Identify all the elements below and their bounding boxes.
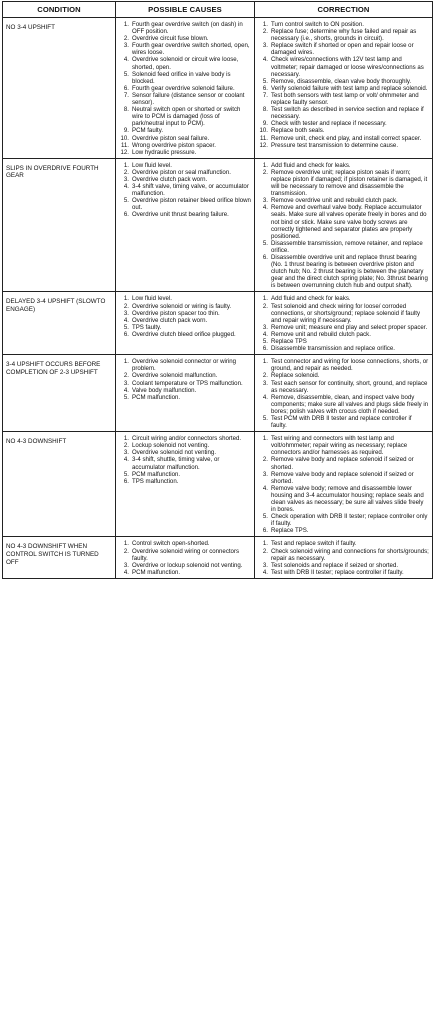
correction-item-text: Test and replace switch if faulty. xyxy=(271,540,357,548)
header-row xyxy=(3,2,433,18)
condition-row xyxy=(3,432,433,537)
cause-item xyxy=(119,540,251,547)
condition-row xyxy=(3,355,433,432)
cause-item-number: 5. xyxy=(123,197,129,205)
correction-item xyxy=(258,513,429,527)
condition-row xyxy=(3,292,433,355)
cause-item-number: 2. xyxy=(123,168,129,176)
cause-item-number: 4. xyxy=(123,56,129,64)
cause-item xyxy=(119,149,251,156)
correction-item-text: Remove valve body and replace solenoid if seized or shorted. xyxy=(271,470,414,485)
cause-item-number: 4. xyxy=(123,568,129,576)
correction-item-text: Replace TPS. xyxy=(271,527,309,535)
cause-item-text: Control switch open-shorted. xyxy=(132,540,210,548)
cause-item xyxy=(119,303,251,310)
causes-cell xyxy=(116,537,255,578)
cause-item xyxy=(119,162,251,169)
condition-row xyxy=(3,18,433,159)
cause-item-text: Solenoid feed orifice in valve body is blocked. xyxy=(132,70,231,85)
cause-item-text: Overdrive piston seal failure. xyxy=(132,134,210,142)
cause-item-text: Fourth gear overdrive switch shorted, open, wires loose. xyxy=(132,42,250,57)
correction-item-number: 12. xyxy=(259,141,268,149)
correction-item-number: 1. xyxy=(262,21,268,28)
cause-item xyxy=(119,324,251,331)
correction-item-number: 4. xyxy=(262,330,268,338)
correction-item-text: Add fluid and check for leaks. xyxy=(271,161,351,169)
correction-item xyxy=(258,372,429,379)
correction-item-number: 2. xyxy=(262,302,268,310)
correction-item-text: Test each sensor for continuity, short, ground, and replace as necessary. xyxy=(271,379,428,394)
cause-item xyxy=(119,85,251,92)
correction-item-text: Add fluid and check for leaks. xyxy=(271,295,351,303)
cause-item-text: PCM malfunction. xyxy=(132,393,181,401)
cause-item-number: 3. xyxy=(123,379,129,387)
correction-item-text: Test switch as described in service section and replace if necessary. xyxy=(271,106,424,121)
correction-item xyxy=(258,435,429,456)
correction-item-text: Test wiring and connectors with test lamp and volt/ohmmeter; repair wiring as necessary; replace connectors and/or harnesses as required. xyxy=(271,435,408,457)
correction-item xyxy=(258,85,429,92)
correction-item-text: Disassemble transmission, remove retainer, and replace orifice. xyxy=(271,239,423,254)
cause-list xyxy=(119,540,251,575)
condition-cell: SLIPS IN OVERDRIVE FOURTH GEAR xyxy=(3,158,116,292)
causes-cell xyxy=(116,355,255,432)
correction-item xyxy=(258,135,429,142)
condition-cell: NO 4-3 DOWNSHIFT WHEN CONTROL SWITCH IS TURNED OFF xyxy=(3,537,116,578)
cause-item-text: 3-4 shift, shuttle, timing valve, or accumulator malfunction. xyxy=(132,456,220,471)
correction-item xyxy=(258,338,429,345)
cause-item-number: 1. xyxy=(123,540,129,548)
cause-item xyxy=(119,135,251,142)
cause-item xyxy=(119,310,251,317)
cause-item xyxy=(119,92,251,106)
correction-item xyxy=(258,358,429,372)
cause-item-number: 3. xyxy=(123,42,129,50)
cause-list xyxy=(119,435,251,485)
cause-item-number: 8. xyxy=(123,106,129,114)
causes-header: POSSIBLE CAUSES xyxy=(116,2,255,18)
correction-item-number: 4. xyxy=(262,484,268,492)
cause-item-text: Circuit wiring and/or connectors shorted. xyxy=(132,435,242,443)
correction-item xyxy=(258,254,429,289)
cause-item-text: Overdrive clutch pack worn. xyxy=(132,175,208,183)
correction-item-text: Replace TPS xyxy=(271,338,307,346)
condition-header: CONDITION xyxy=(3,2,116,18)
causes-cell xyxy=(116,432,255,537)
cause-item-text: Valve body malfunction. xyxy=(132,386,197,394)
cause-item-number: 11. xyxy=(120,141,129,149)
correction-item-number: 4. xyxy=(262,568,268,576)
cause-item-number: 3. xyxy=(123,449,129,457)
cause-item xyxy=(119,21,251,35)
correction-item-number: 6. xyxy=(262,527,268,535)
cause-item-number: 1. xyxy=(123,358,129,366)
cause-item xyxy=(119,449,251,456)
cause-item-number: 12. xyxy=(120,148,129,156)
cause-item-number: 2. xyxy=(123,372,129,380)
cause-item-number: 4. xyxy=(123,456,129,464)
correction-item xyxy=(258,456,429,470)
condition-row xyxy=(3,158,433,292)
cause-item-number: 1. xyxy=(123,435,129,443)
correction-item-text: Pressure test transmission to determine cause. xyxy=(271,141,399,149)
cause-item-text: Overdrive piston retainer bleed orifice blown out. xyxy=(132,197,251,212)
cause-item-text: Overdrive unit thrust bearing failure. xyxy=(132,211,229,219)
correction-item xyxy=(258,295,429,302)
correction-item-text: Test with DRB II tester; replace controller if faulty. xyxy=(271,568,404,576)
correction-item-text: Remove and overhaul valve body. Replace accumulator seals. Make sure all valves operate freely in bores and do not bind or stick. Make sure valve body screws are correctly tightened and separator plates are properly positioned. xyxy=(271,204,427,240)
correction-item xyxy=(258,28,429,42)
cause-item xyxy=(119,442,251,449)
correction-item xyxy=(258,204,429,239)
cause-item xyxy=(119,127,251,134)
correction-item xyxy=(258,162,429,169)
cause-item xyxy=(119,42,251,56)
cause-item xyxy=(119,548,251,562)
cause-item-number: 1. xyxy=(123,161,129,169)
correction-item-number: 4. xyxy=(262,393,268,401)
correction-item-number: 1. xyxy=(262,540,268,548)
cause-list xyxy=(119,358,251,401)
correction-item-text: Replace fuse; determine why fuse failed and repair as necessary (i.e., shorts, grounds in circuit). xyxy=(271,28,417,43)
correction-item-text: Test PCM with DRB II tester and replace controller if faulty. xyxy=(271,414,412,430)
cause-item-text: Overdrive piston spacer too thin. xyxy=(132,309,220,317)
cause-item-number: 6. xyxy=(123,477,129,485)
cause-item-number: 3. xyxy=(123,561,129,569)
correction-item-number: 2. xyxy=(262,168,268,176)
cause-item-number: 4. xyxy=(123,183,129,191)
cause-item-number: 4. xyxy=(123,386,129,394)
cause-item xyxy=(119,211,251,218)
cause-item-number: 5. xyxy=(123,323,129,331)
correction-item-text: Replace switch if shorted or open and repair loose or damaged wires. xyxy=(271,42,414,57)
correction-list xyxy=(258,162,429,290)
cause-item xyxy=(119,435,251,442)
correction-item-number: 2. xyxy=(262,547,268,555)
cause-item-number: 3. xyxy=(123,175,129,183)
cause-item-text: Overdrive clutch bleed orifice plugged. xyxy=(132,330,236,338)
correction-list xyxy=(258,21,429,149)
cause-list xyxy=(119,21,251,156)
correction-item-number: 8. xyxy=(262,106,268,114)
cause-item-number: 2. xyxy=(123,35,129,43)
cause-item xyxy=(119,456,251,470)
correction-item-text: Turn control switch to ON position. xyxy=(271,21,364,28)
correction-item-number: 4. xyxy=(262,204,268,212)
cause-item-number: 6. xyxy=(123,330,129,338)
correction-item-number: 6. xyxy=(262,84,268,92)
cause-item-text: Wrong overdrive piston spacer. xyxy=(132,141,216,149)
cause-item xyxy=(119,562,251,569)
correction-cell xyxy=(255,355,433,432)
correction-item-number: 3. xyxy=(262,561,268,569)
cause-item-number: 6. xyxy=(123,211,129,219)
correction-item xyxy=(258,394,429,415)
correction-item-text: Remove unit; measure end play and select proper spacer. xyxy=(271,323,428,331)
causes-cell xyxy=(116,158,255,292)
cause-item xyxy=(119,372,251,379)
correction-item-text: Replace both seals. xyxy=(271,127,325,135)
cause-item xyxy=(119,106,251,127)
cause-item xyxy=(119,142,251,149)
cause-item-text: Overdrive solenoid malfunction. xyxy=(132,372,218,380)
correction-item xyxy=(258,127,429,134)
correction-item-number: 3. xyxy=(262,42,268,50)
correction-item-number: 1. xyxy=(262,295,268,303)
correction-item-number: 3. xyxy=(262,470,268,478)
correction-item-text: Test connector and wiring for loose connections, shorts, or ground, and repair as needed. xyxy=(271,358,429,373)
cause-item xyxy=(119,471,251,478)
correction-item-text: Remove, disassemble, clean, and inspect valve body components; make sure all valves and plugs slide freely in bores; polish valves with crocus cloth if needed. xyxy=(271,393,429,415)
cause-item-text: Overdrive clutch pack worn. xyxy=(132,316,208,324)
causes-cell xyxy=(116,18,255,159)
cause-item-text: Low hydraulic pressure. xyxy=(132,148,197,156)
correction-list xyxy=(258,358,429,429)
cause-item-number: 2. xyxy=(123,302,129,310)
correction-item-text: Remove overdrive unit and rebuild clutch pack. xyxy=(271,197,398,205)
cause-item-number: 5. xyxy=(123,70,129,78)
cause-item-number: 2. xyxy=(123,442,129,450)
cause-item-number: 5. xyxy=(123,470,129,478)
cause-item-text: Low fluid level. xyxy=(132,295,172,303)
cause-item-text: Overdrive solenoid not venting. xyxy=(132,449,217,457)
cause-item-text: Overdrive piston or seal malfunction. xyxy=(132,168,231,176)
cause-item-text: Overdrive solenoid connector or wiring problem. xyxy=(132,358,236,373)
correction-item xyxy=(258,562,429,569)
correction-item xyxy=(258,92,429,106)
correction-item-text: Check operation with DRB II tester; replace controller only if faulty. xyxy=(271,513,428,528)
cause-item-text: Coolant temperature or TPS malfunction. xyxy=(132,379,243,387)
correction-item-text: Check wires/connections with 12V test lamp and voltmeter; repair damaged or loose wires/connections as necessary. xyxy=(271,56,424,78)
cause-item-text: PCM malfunction. xyxy=(132,568,181,576)
cause-item-number: 3. xyxy=(123,309,129,317)
correction-item xyxy=(258,21,429,28)
correction-item xyxy=(258,78,429,85)
cause-item-text: Low fluid level. xyxy=(132,161,172,169)
cause-item-text: Neutral switch open or shorted or switch wire to PCM is damaged (loss of park/neutral input to PCM). xyxy=(132,106,241,128)
correction-item xyxy=(258,380,429,394)
correction-item-text: Disassemble transmission and replace orifice. xyxy=(271,345,395,353)
correction-item xyxy=(258,527,429,534)
correction-item-number: 7. xyxy=(262,91,268,99)
correction-item-number: 1. xyxy=(262,435,268,443)
troubleshooting-page xyxy=(2,1,432,579)
cause-item-text: Sensor failure (distance sensor or coolant sensor). xyxy=(132,91,245,107)
condition-cell: NO 3-4 UPSHIFT xyxy=(3,18,116,159)
correction-item-number: 2. xyxy=(262,456,268,464)
condition-row xyxy=(3,537,433,578)
correction-cell xyxy=(255,432,433,537)
correction-item-number: 3. xyxy=(262,379,268,387)
cause-item xyxy=(119,387,251,394)
correction-item-number: 3. xyxy=(262,197,268,205)
correction-item xyxy=(258,345,429,352)
cause-item xyxy=(119,331,251,338)
cause-item-text: PCM malfunction. xyxy=(132,470,181,478)
correction-item-number: 5. xyxy=(262,77,268,85)
correction-item xyxy=(258,540,429,547)
cause-item-text: TPS malfunction. xyxy=(132,477,179,485)
cause-item-number: 5. xyxy=(123,393,129,401)
cause-item-text: Fourth gear overdrive solenoid failure. xyxy=(132,84,235,92)
correction-cell xyxy=(255,158,433,292)
cause-item-number: 2. xyxy=(123,547,129,555)
correction-item-number: 5. xyxy=(262,414,268,422)
correction-item-number: 10. xyxy=(259,127,268,135)
cause-item-text: Overdrive or lockup solenoid not venting. xyxy=(132,561,243,569)
cause-item xyxy=(119,394,251,401)
correction-item xyxy=(258,240,429,254)
correction-item-number: 5. xyxy=(262,338,268,346)
cause-item xyxy=(119,317,251,324)
correction-item xyxy=(258,303,429,324)
correction-item xyxy=(258,169,429,197)
cause-item-number: 6. xyxy=(123,84,129,92)
correction-cell xyxy=(255,18,433,159)
cause-item-text: Overdrive circuit fuse blown. xyxy=(132,35,209,43)
correction-item xyxy=(258,197,429,204)
correction-item-number: 5. xyxy=(262,239,268,247)
correction-item-number: 5. xyxy=(262,513,268,521)
cause-item-text: Overdrive solenoid wiring or connectors faulty. xyxy=(132,547,240,562)
correction-item-number: 1. xyxy=(262,161,268,169)
cause-item-text: TPS faulty. xyxy=(132,323,162,331)
correction-item-text: Remove valve body and replace solenoid if seized or shorted. xyxy=(271,456,414,471)
correction-cell xyxy=(255,292,433,355)
correction-list xyxy=(258,435,429,534)
cause-item-text: Overdrive solenoid or wiring is faulty. xyxy=(132,302,232,310)
cause-item xyxy=(119,169,251,176)
correction-item xyxy=(258,569,429,576)
correction-item xyxy=(258,56,429,77)
cause-item xyxy=(119,197,251,211)
cause-item xyxy=(119,183,251,197)
cause-item-number: 9. xyxy=(123,127,129,135)
cause-item-number: 4. xyxy=(123,316,129,324)
cause-item xyxy=(119,56,251,70)
correction-item-text: Check solenoid wiring and connections for shorts/grounds; repair as necessary. xyxy=(271,547,429,562)
correction-item xyxy=(258,142,429,149)
correction-header: CORRECTION xyxy=(255,2,433,18)
correction-cell xyxy=(255,537,433,578)
condition-cell: 3-4 UPSHIFT OCCURS BEFORE COMPLETION OF 2-3 UPSHIFT xyxy=(3,355,116,432)
cause-item xyxy=(119,358,251,372)
correction-list xyxy=(258,540,429,575)
cause-item-number: 10. xyxy=(120,134,129,142)
cause-list xyxy=(119,162,251,219)
cause-item-number: 7. xyxy=(123,91,129,99)
correction-item xyxy=(258,415,429,429)
correction-item-number: 9. xyxy=(262,120,268,128)
correction-item xyxy=(258,331,429,338)
cause-item xyxy=(119,478,251,485)
correction-item-text: Remove, disassemble, clean valve body thoroughly. xyxy=(271,77,412,85)
correction-item-number: 3. xyxy=(262,323,268,331)
correction-item-text: Test solenoids and replace if seized or shorted. xyxy=(271,561,399,569)
correction-item xyxy=(258,106,429,120)
correction-item-number: 1. xyxy=(262,358,268,366)
cause-item-text: 3-4 shift valve, timing valve, or accumulator malfunction. xyxy=(132,183,249,198)
cause-item-text: Lockup solenoid not venting. xyxy=(132,442,210,450)
correction-item-text: Remove overdrive unit; replace piston seals if worn; replace piston if damaged; if piston retainer is damaged, it will be necessary to remove and disassemble the transmission. xyxy=(271,168,428,198)
correction-item-text: Check with tester and replace if necessary. xyxy=(271,120,387,128)
table-body xyxy=(3,18,433,579)
condition-cell: DELAYED 3-4 UPSHIFT (SLOWTO ENGAGE) xyxy=(3,292,116,355)
correction-item xyxy=(258,485,429,513)
cause-item xyxy=(119,71,251,85)
cause-item xyxy=(119,380,251,387)
correction-item-text: Test both sensors with test lamp or volt/ ohmmeter and replace faulty sensor. xyxy=(271,91,419,107)
correction-item xyxy=(258,120,429,127)
cause-item xyxy=(119,176,251,183)
cause-item xyxy=(119,295,251,302)
correction-item-text: Remove valve body; remove and disassemble lower housing and 3-4 accumulator housing; replace seals and clean valves as necessary; be sure all valves slide freely in bores. xyxy=(271,484,424,514)
causes-cell xyxy=(116,292,255,355)
correction-item-number: 2. xyxy=(262,28,268,36)
correction-item xyxy=(258,471,429,485)
correction-item-text: Verify solenoid failure with test lamp and replace solenoid. xyxy=(271,84,428,92)
cause-item-number: 1. xyxy=(123,295,129,303)
cause-item-text: Overdrive solenoid or circuit wire loose, shorted, open. xyxy=(132,56,239,71)
cause-list xyxy=(119,295,251,338)
correction-item xyxy=(258,42,429,56)
cause-item-text: Fourth gear overdrive switch (on dash) in OFF position. xyxy=(132,21,243,36)
correction-item-number: 4. xyxy=(262,56,268,64)
troubleshooting-table xyxy=(2,1,433,579)
condition-cell: NO 4-3 DOWNSHIFT xyxy=(3,432,116,537)
correction-item xyxy=(258,548,429,562)
cause-item-text: PCM faulty. xyxy=(132,127,164,135)
correction-item-number: 6. xyxy=(262,254,268,261)
correction-item-text: Remove unit, check end play, and install correct spacer. xyxy=(271,134,422,142)
cause-item xyxy=(119,35,251,42)
correction-item-number: 11. xyxy=(259,134,268,142)
correction-item-number: 6. xyxy=(262,345,268,353)
cause-item-number: 1. xyxy=(123,21,129,28)
correction-item-number: 2. xyxy=(262,372,268,380)
cause-item xyxy=(119,569,251,576)
correction-item-text: Replace solenoid. xyxy=(271,372,320,380)
correction-item-text: Disassemble overdrive unit and replace thrust bearing (No. 1 thrust bearing is between overdrive piston and clutch hub; No. 2 thrust bearing is between the planetary gear and the direct clutch spring plate; No. 3thrust bearing is between overrunning clutch hub and output shaft). xyxy=(271,254,428,290)
correction-item-text: Remove unit and rebuild clutch pack. xyxy=(271,330,371,338)
correction-list xyxy=(258,295,429,352)
correction-item xyxy=(258,324,429,331)
correction-item-text: Test solenoid and check wiring for loose/ corroded connections, or shorts/ground; replace solenoid if faulty and repair wiring if necessary. xyxy=(271,302,421,324)
